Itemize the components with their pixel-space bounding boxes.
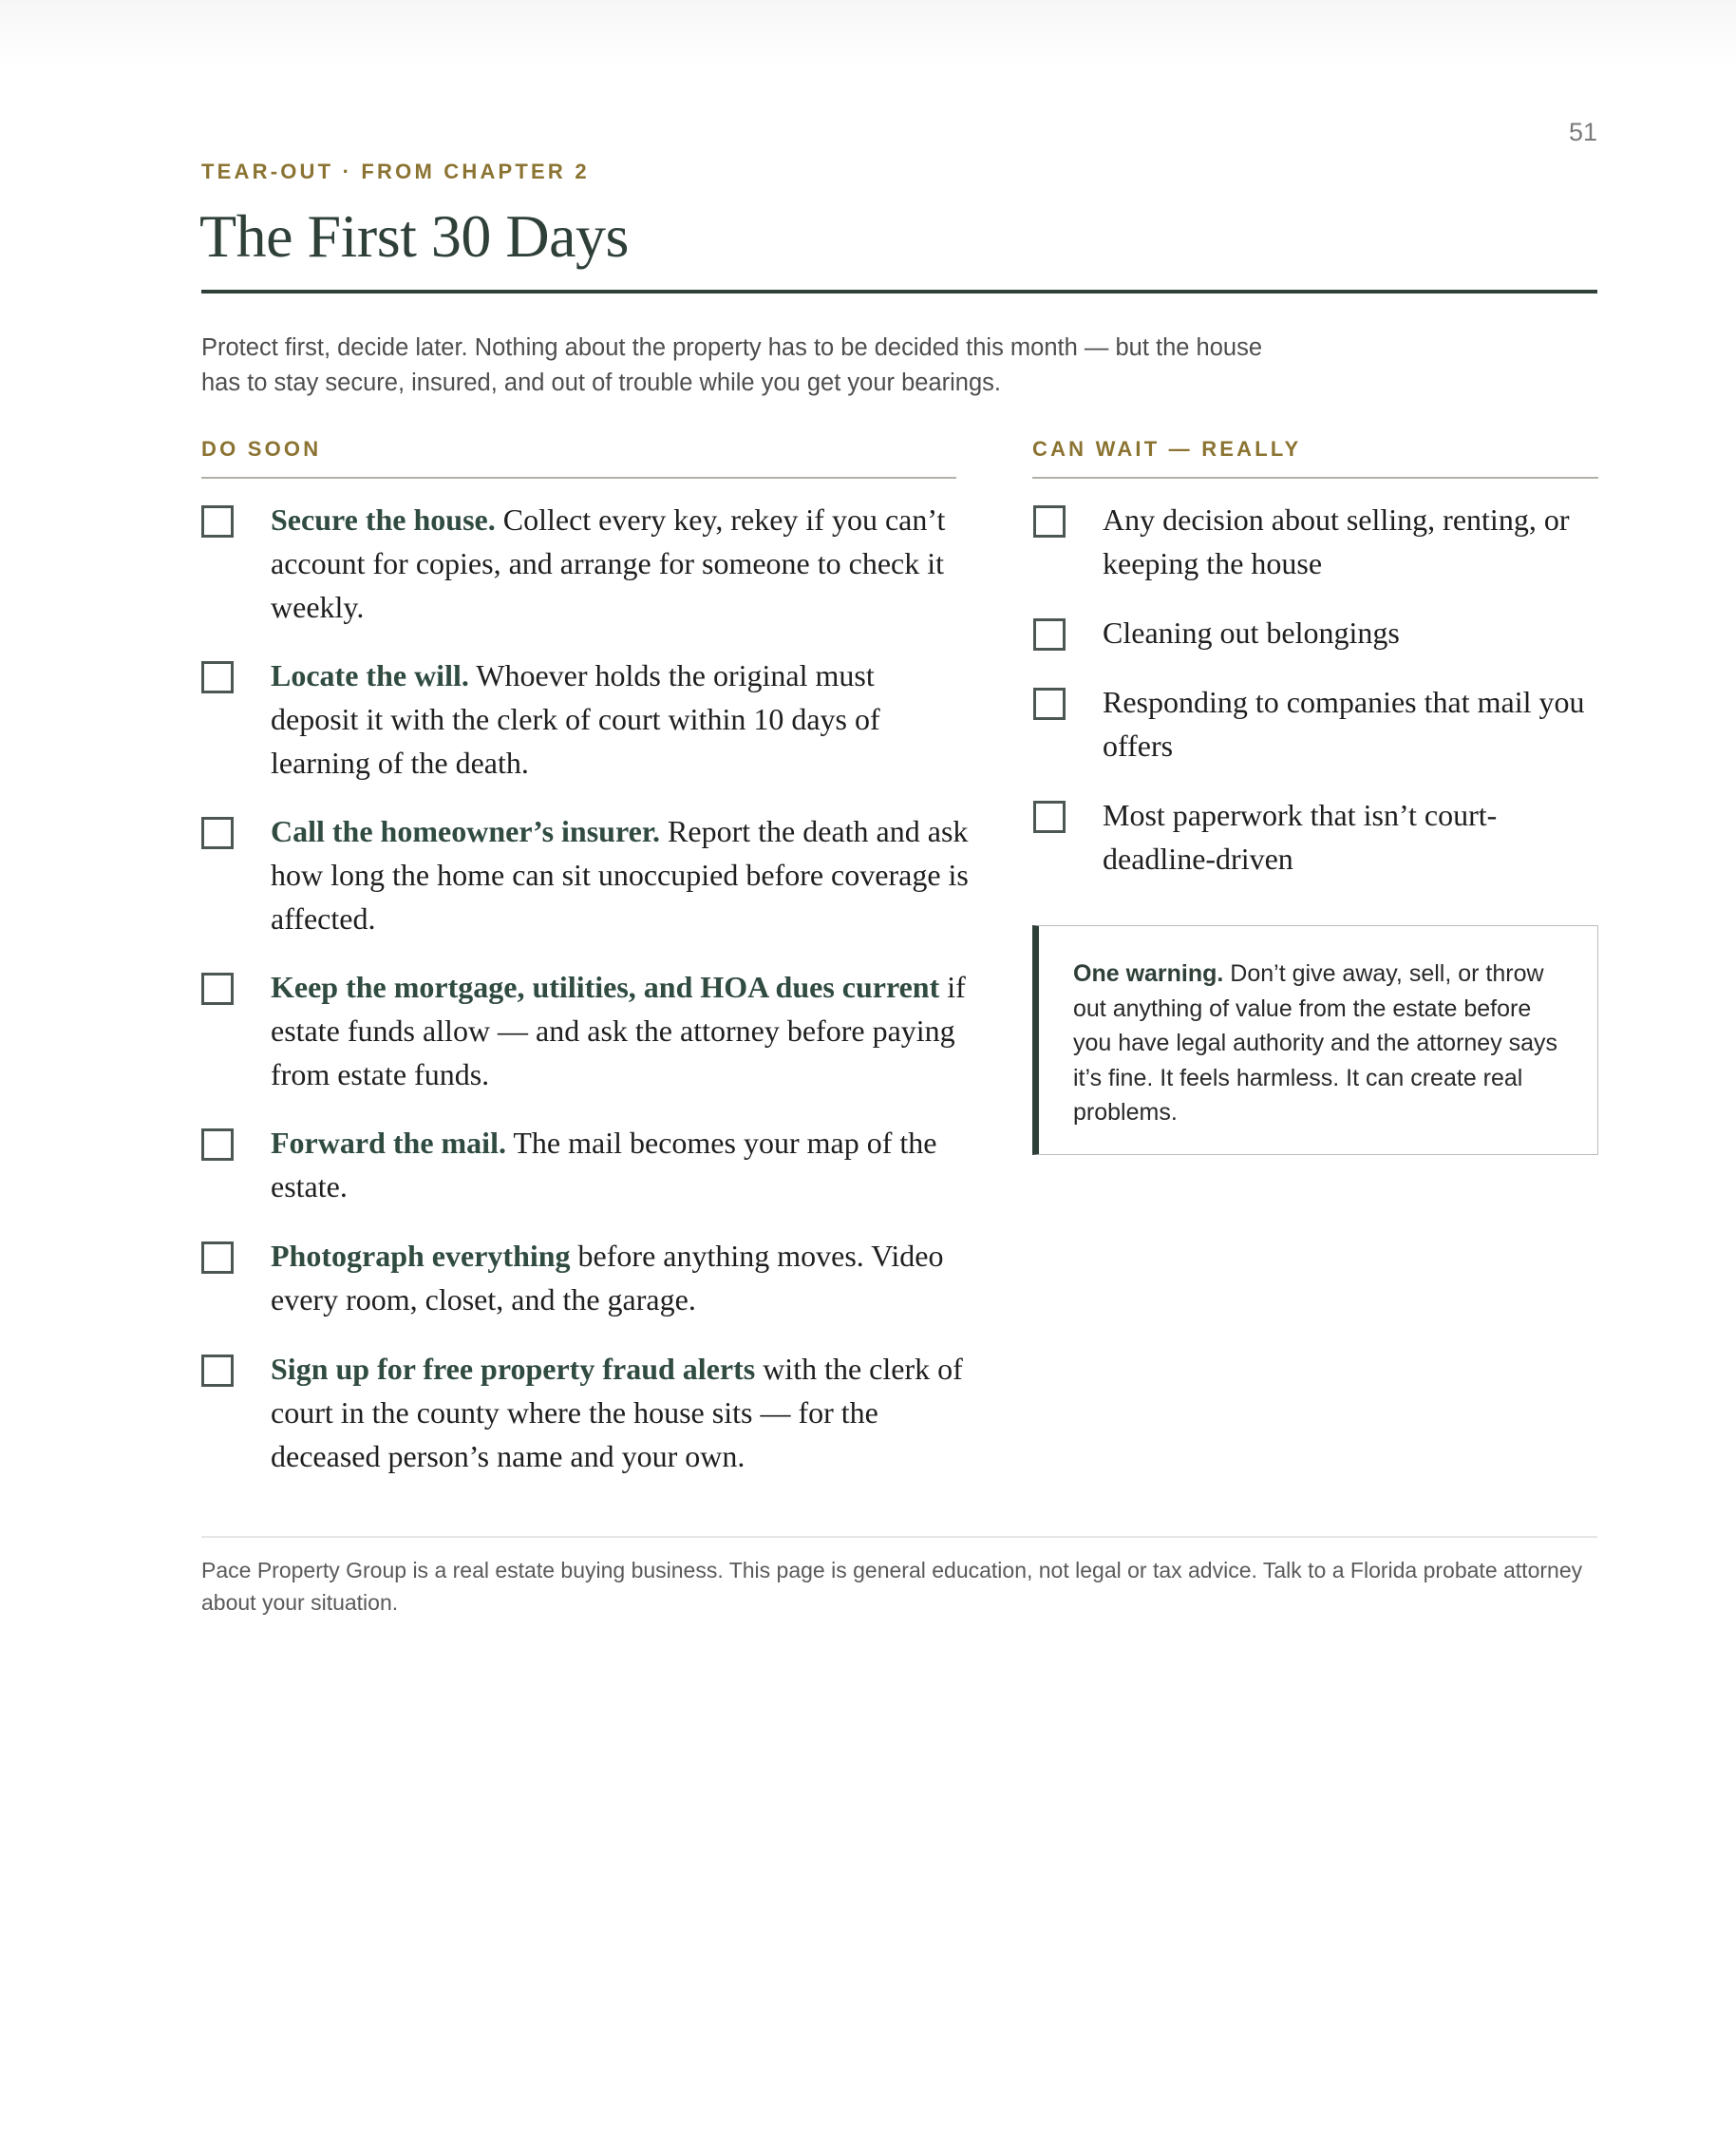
checkbox[interactable] bbox=[1033, 618, 1066, 651]
page-number: 51 bbox=[1568, 118, 1597, 146]
can-wait-item-decision bbox=[1103, 498, 1596, 585]
can-wait-item-cleaning bbox=[1103, 611, 1596, 654]
do-soon-item-keep-current bbox=[271, 965, 969, 1096]
do-soon-item-fraud-alerts bbox=[271, 1347, 969, 1478]
do-soon-item-photograph bbox=[271, 1234, 969, 1321]
checkbox[interactable] bbox=[201, 817, 234, 849]
intro-paragraph: Protect first, decide later. Nothing about the property has to be decided this month — but the house has to stay secure, insured, and out of trouble while you get your bearings. bbox=[201, 334, 1263, 396]
checkbox[interactable] bbox=[201, 505, 234, 538]
page-title: The First 30 Days bbox=[199, 202, 629, 270]
item-lead: Secure the house. bbox=[271, 502, 496, 537]
can-wait-heading: CAN WAIT — REALLY bbox=[1032, 437, 1302, 461]
checkbox[interactable] bbox=[1033, 801, 1066, 833]
can-wait-divider bbox=[1032, 477, 1598, 479]
item-text: Any decision about selling, renting, or keeping the house bbox=[1103, 502, 1570, 580]
item-lead: Locate the will. bbox=[271, 658, 469, 692]
footer-disclaimer: Pace Property Group is a real estate buying business. This page is general education, not legal or tax advice. Talk to a Florida probate attorney about your situation. bbox=[201, 1558, 1583, 1615]
checkbox[interactable] bbox=[201, 1128, 234, 1161]
item-text: Most paperwork that isn’t court-deadline-driven bbox=[1103, 798, 1498, 876]
can-wait-item-responding bbox=[1103, 680, 1596, 767]
item-text: Whoever holds the original must deposit it with the clerk of court within 10 days of learning of the death. bbox=[271, 658, 880, 780]
checkbox[interactable] bbox=[1033, 505, 1066, 538]
item-text: before anything moves. Video every room, closet, and the garage. bbox=[271, 1239, 944, 1317]
item-text: if estate funds allow — and ask the attorney before paying from estate funds. bbox=[271, 970, 966, 1091]
item-lead: Keep the mortgage, utilities, and HOA dues current bbox=[271, 970, 940, 1004]
item-lead: Sign up for free property fraud alerts bbox=[271, 1352, 756, 1386]
do-soon-heading: DO SOON bbox=[201, 437, 322, 461]
chapter-eyebrow: TEAR-OUT · FROM CHAPTER 2 bbox=[201, 160, 590, 183]
item-text: Collect every key, rekey if you can’t account for copies, and arrange for someone to check it weekly. bbox=[271, 502, 946, 624]
do-soon-divider bbox=[201, 477, 956, 479]
do-soon-item-call-insurer bbox=[271, 809, 969, 940]
page-top-shadow bbox=[0, 0, 1736, 66]
footer-divider bbox=[201, 1536, 1597, 1538]
checkbox[interactable] bbox=[201, 661, 234, 693]
checkbox[interactable] bbox=[201, 973, 234, 1005]
checkbox[interactable] bbox=[201, 1355, 234, 1387]
item-text: Responding to companies that mail you offers bbox=[1103, 685, 1585, 763]
warning-lead: One warning. bbox=[1073, 960, 1224, 987]
do-soon-item-forward-mail bbox=[271, 1121, 969, 1208]
item-lead: Photograph everything bbox=[271, 1239, 571, 1273]
item-text: The mail becomes your map of the estate. bbox=[271, 1126, 937, 1203]
do-soon-item-locate-will bbox=[271, 654, 969, 785]
checkbox[interactable] bbox=[1033, 688, 1066, 720]
do-soon-item-secure-house bbox=[271, 498, 969, 629]
item-text: Cleaning out belongings bbox=[1103, 616, 1400, 650]
item-lead: Forward the mail. bbox=[271, 1126, 506, 1160]
title-divider bbox=[201, 290, 1597, 294]
item-text: with the clerk of court in the county where the house sits — for the deceased person’s name and your own. bbox=[271, 1352, 963, 1473]
item-text: Report the death and ask how long the home can sit unoccupied before coverage is affected. bbox=[271, 814, 969, 936]
warning-text: Don’t give away, sell, or throw out anything of value from the estate before you have legal authority and the attorney says it’s fine. It feels harmless. It can create real problems. bbox=[1073, 960, 1558, 1126]
warning-callout bbox=[1032, 925, 1598, 1155]
checkbox[interactable] bbox=[201, 1241, 234, 1274]
can-wait-item-paperwork bbox=[1103, 793, 1596, 881]
item-lead: Call the homeowner’s insurer. bbox=[271, 814, 661, 848]
